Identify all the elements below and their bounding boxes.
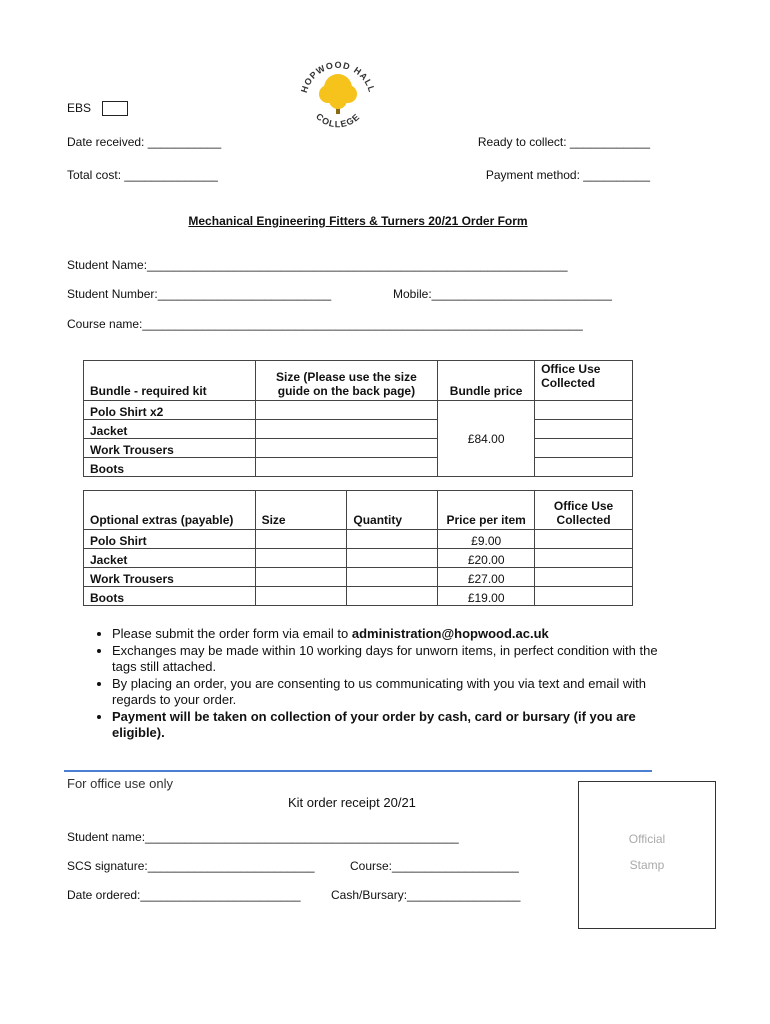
extras-item: Work Trousers [84, 568, 256, 587]
ebs-box[interactable] [102, 101, 128, 116]
bundle-office-cell[interactable] [535, 439, 633, 458]
student-number-field[interactable]: Student Number:__________________________ [67, 287, 332, 301]
table-row [84, 587, 633, 606]
bundle-size-cell[interactable] [255, 401, 438, 420]
student-name-field[interactable]: Student Name:_______________________________________________________________ [67, 258, 568, 272]
extras-quantity-cell[interactable] [347, 568, 438, 587]
bundle-item: Polo Shirt x2 [84, 401, 256, 420]
mobile-field[interactable]: Mobile:___________________________ [393, 287, 612, 301]
bundle-header-price: Bundle price [438, 361, 535, 401]
college-logo [296, 56, 380, 130]
extras-quantity-cell[interactable] [347, 587, 438, 606]
list-item: • Payment will be taken on collection of your order by cash, card or bursary (if you are eligible). [112, 709, 672, 741]
stamp-text-official: Official [628, 832, 666, 846]
extras-price: £27.00 [438, 568, 535, 587]
extras-quantity-cell[interactable] [347, 530, 438, 549]
extras-size-cell[interactable] [255, 587, 347, 606]
extras-header-item: Optional extras (payable) [84, 491, 256, 530]
bundle-item: Jacket [84, 420, 256, 439]
note-submit-text: Please submit the order form via email to [112, 626, 352, 641]
extras-header-quantity: Quantity [347, 491, 438, 530]
extras-price: £20.00 [438, 549, 535, 568]
bundle-size-cell[interactable] [255, 458, 438, 477]
list-item: • By placing an order, you are consenting to us communicating with you via text and email with regards to your order. [112, 676, 672, 708]
receipt-course-field[interactable]: Course:___________________ [350, 859, 519, 873]
extras-price: £19.00 [438, 587, 535, 606]
bundle-item: Boots [84, 458, 256, 477]
stamp-text-stamp: Stamp [629, 858, 665, 872]
date-received-field[interactable]: Date received: ___________ [67, 135, 222, 149]
email-link[interactable]: administration@hopwood.ac.uk [351, 626, 549, 641]
bundle-price-cell: £84.00 [438, 401, 535, 477]
extras-table [83, 490, 633, 606]
extras-item: Polo Shirt [84, 530, 256, 549]
notes-list [86, 626, 672, 742]
bundle-office-cell[interactable] [535, 420, 633, 439]
scs-signature-field[interactable]: SCS signature:_________________________ [67, 859, 315, 873]
extras-item: Boots [84, 587, 256, 606]
bundle-office-cell[interactable] [535, 458, 633, 477]
total-cost-field[interactable]: Total cost: ______________ [67, 168, 218, 182]
list-item [112, 626, 672, 642]
official-stamp-box [578, 781, 716, 929]
section-divider [64, 770, 652, 772]
table-row [84, 530, 633, 549]
bundle-office-cell[interactable] [535, 401, 633, 420]
bundle-item: Work Trousers [84, 439, 256, 458]
extras-office-cell[interactable] [535, 549, 633, 568]
bundle-size-cell[interactable] [255, 439, 438, 458]
bundle-header-size: Size (Please use the size guide on the back page) [255, 361, 438, 401]
bundle-header-office: Office Use Collected [535, 361, 633, 401]
bundle-table [83, 360, 633, 477]
extras-header-office: Office Use Collected [535, 491, 633, 530]
ebs-label: EBS [67, 101, 92, 115]
list-item: • Exchanges may be made within 10 working days for unworn items, in perfect condition with the tags still attached. [112, 643, 672, 675]
receipt-title: Kit order receipt 20/21 [288, 795, 416, 810]
extras-quantity-cell[interactable] [347, 549, 438, 568]
logo-text-bottom: COLLEGE [314, 111, 362, 130]
extras-header-size: Size [255, 491, 347, 530]
extras-size-cell[interactable] [255, 568, 347, 587]
extras-office-cell[interactable] [535, 568, 633, 587]
extras-office-cell[interactable] [535, 587, 633, 606]
table-row [84, 549, 633, 568]
extras-item: Jacket [84, 549, 256, 568]
bundle-header-item: Bundle - required kit [84, 361, 256, 401]
logo-text-top: HOPWOOD HALL [298, 59, 378, 94]
table-row [84, 568, 633, 587]
bundle-size-cell[interactable] [255, 420, 438, 439]
ready-to-collect-field[interactable]: Ready to collect: ____________ [477, 135, 650, 149]
form-title: Mechanical Engineering Fitters & Turners 20/21 Order Form [188, 214, 528, 228]
tree-icon [319, 74, 357, 114]
payment-method-field[interactable]: Payment method: __________ [485, 168, 650, 182]
date-ordered-field[interactable]: Date ordered:________________________ [67, 888, 301, 902]
receipt-student-name-field[interactable]: Student name:_______________________________________________ [67, 830, 459, 844]
extras-size-cell[interactable] [255, 530, 347, 549]
extras-price: £9.00 [438, 530, 535, 549]
course-name-field[interactable]: Course name:__________________________________________________________________ [67, 317, 583, 331]
cash-bursary-field[interactable]: Cash/Bursary:_________________ [331, 888, 521, 902]
extras-office-cell[interactable] [535, 530, 633, 549]
office-use-label: For office use only [67, 776, 173, 791]
extras-size-cell[interactable] [255, 549, 347, 568]
extras-header-price: Price per item [438, 491, 535, 530]
